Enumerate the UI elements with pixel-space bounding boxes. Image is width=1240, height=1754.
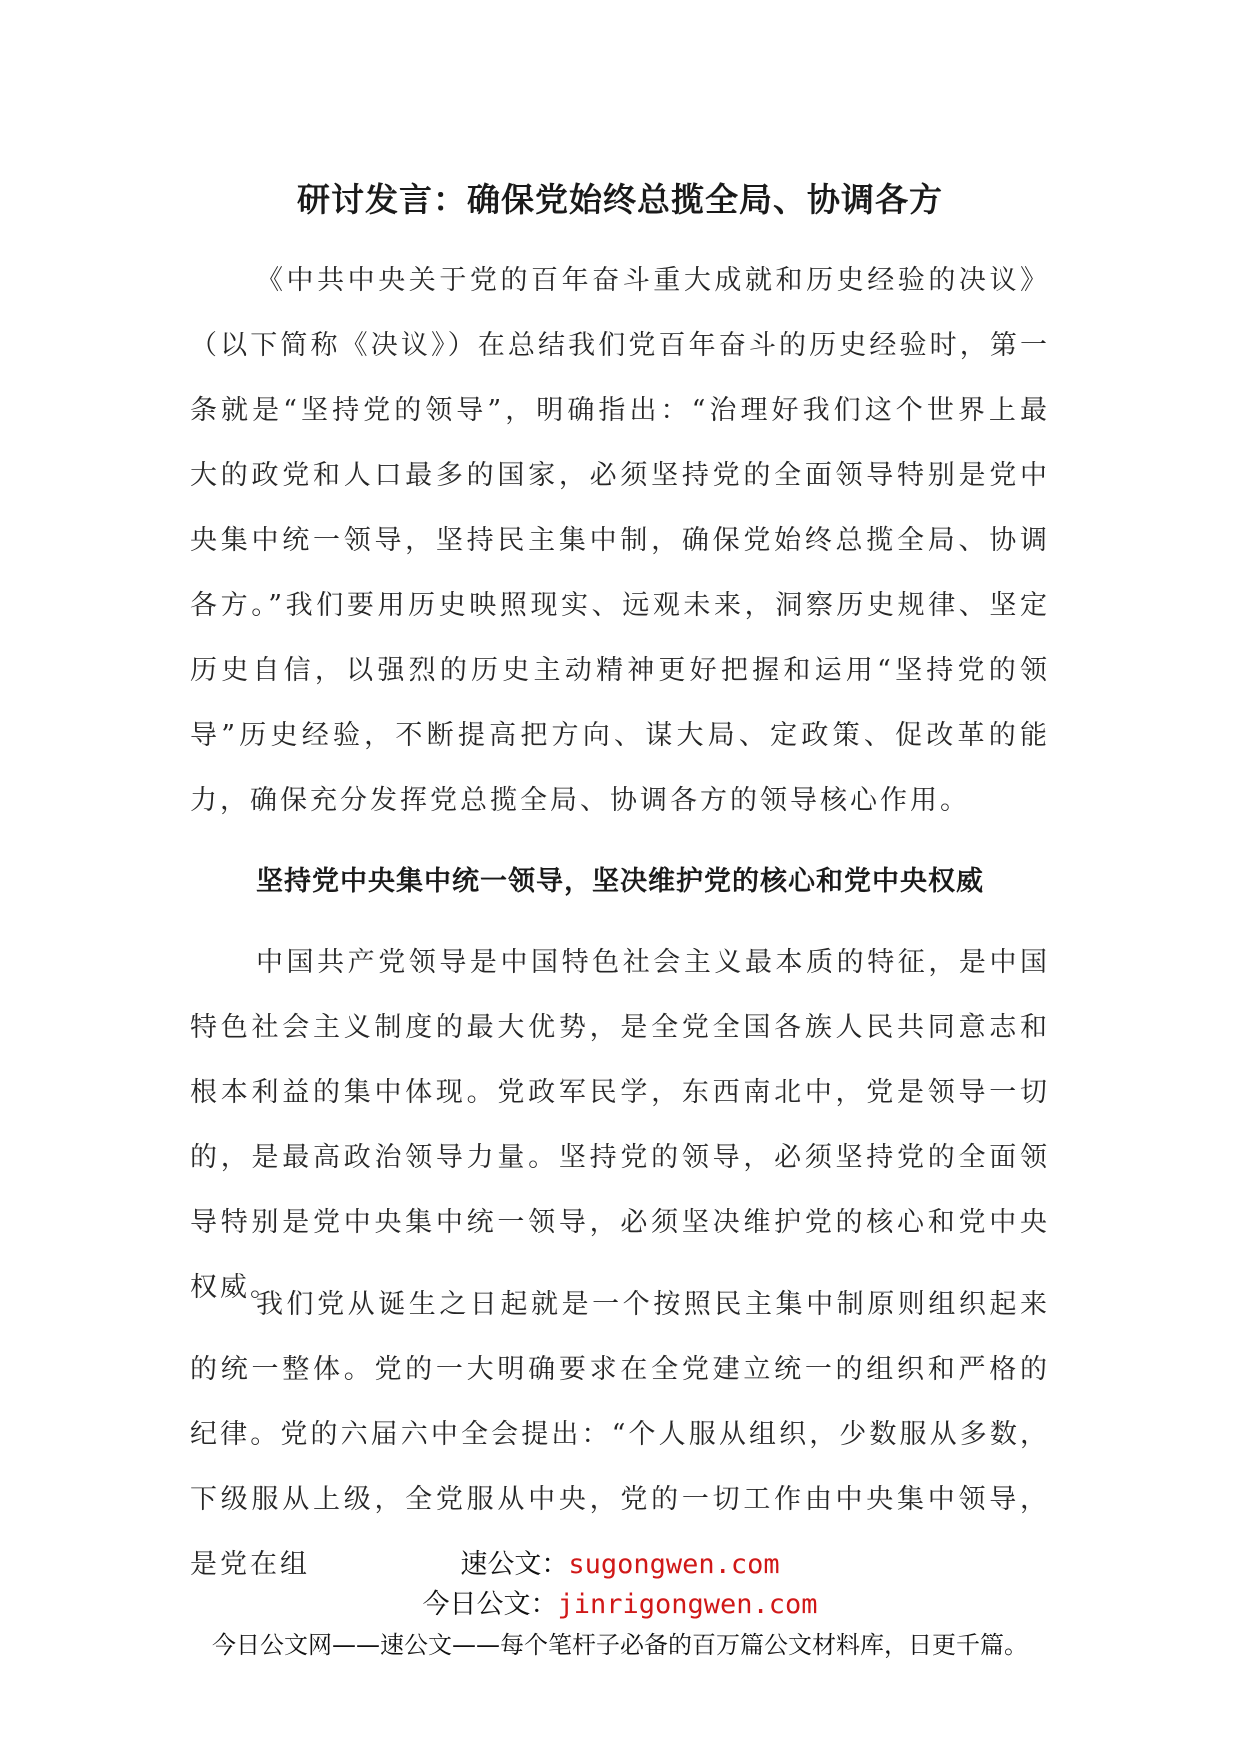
footer-tagline: 今日公文网——速公文——每个笔杆子必备的百万篇公文材料库，日更千篇。 (212, 1631, 1028, 1659)
footer-label-sugongwen: 速公文： (460, 1549, 569, 1580)
jinrigongwen-link[interactable]: jinrigongwen.com (557, 1589, 818, 1620)
footer-label-jinrigongwen: 今日公文： (422, 1589, 558, 1620)
paragraph-leadership: 中国共产党领导是中国特色社会主义最本质的特征，是中国特色社会主义制度的最大优势，是全党全国各族人民共同意志和根本利益的集中体现。党政军民学，东西南北中，党是领导一切的，是最高政治领导力量。坚持党的领导，必须坚持党的全面领导特别是党中央集中统一领导，必须坚决维护党的核心和党中央权威。 (190, 947, 1050, 1303)
footer-line-sugongwen (0, 1545, 1240, 1585)
paragraph-history: 我们党从诞生之日起就是一个按照民主集中制原则组织起来的统一整体。党的一大明确要求在全党建立统一的组织和严格的纪律。党的六届六中全会提出：“个人服从组织，少数服从多数，下级服从上级，全党服从中央，党的一切工作由中央集中领导，是党在组 (190, 1289, 1050, 1580)
paragraph-intro: 《中共中央关于党的百年奋斗重大成就和历史经验的决议》（以下简称《决议》）在总结我们党百年奋斗的历史经验时，第一条就是“坚持党的领导”，明确指出：“治理好我们这个世界上最大的政党和人口最多的国家，必须坚持党的全面领导特别是党中央集中统一领导，坚持民主集中制，确保党始终总揽全局、协调各方。”我们要用历史映照现实、远观未来，洞察历史规律、坚定历史自信，以强烈的历史主动精神更好把握和运用“坚持党的领导”历史经验，不断提高把方向、谋大局、定政策、促改革的能力，确保充分发挥党总揽全局、协调各方的领导核心作用。 (190, 265, 1050, 816)
section-heading: 坚持党中央集中统一领导，坚决维护党的核心和党中央权威 (256, 866, 984, 897)
document-title: 研讨发言：确保党始终总揽全局、协调各方 (297, 180, 943, 219)
footer (0, 1545, 1240, 1665)
footer-line-jinrigongwen (0, 1585, 1240, 1625)
sugongwen-link[interactable]: sugongwen.com (568, 1549, 780, 1580)
